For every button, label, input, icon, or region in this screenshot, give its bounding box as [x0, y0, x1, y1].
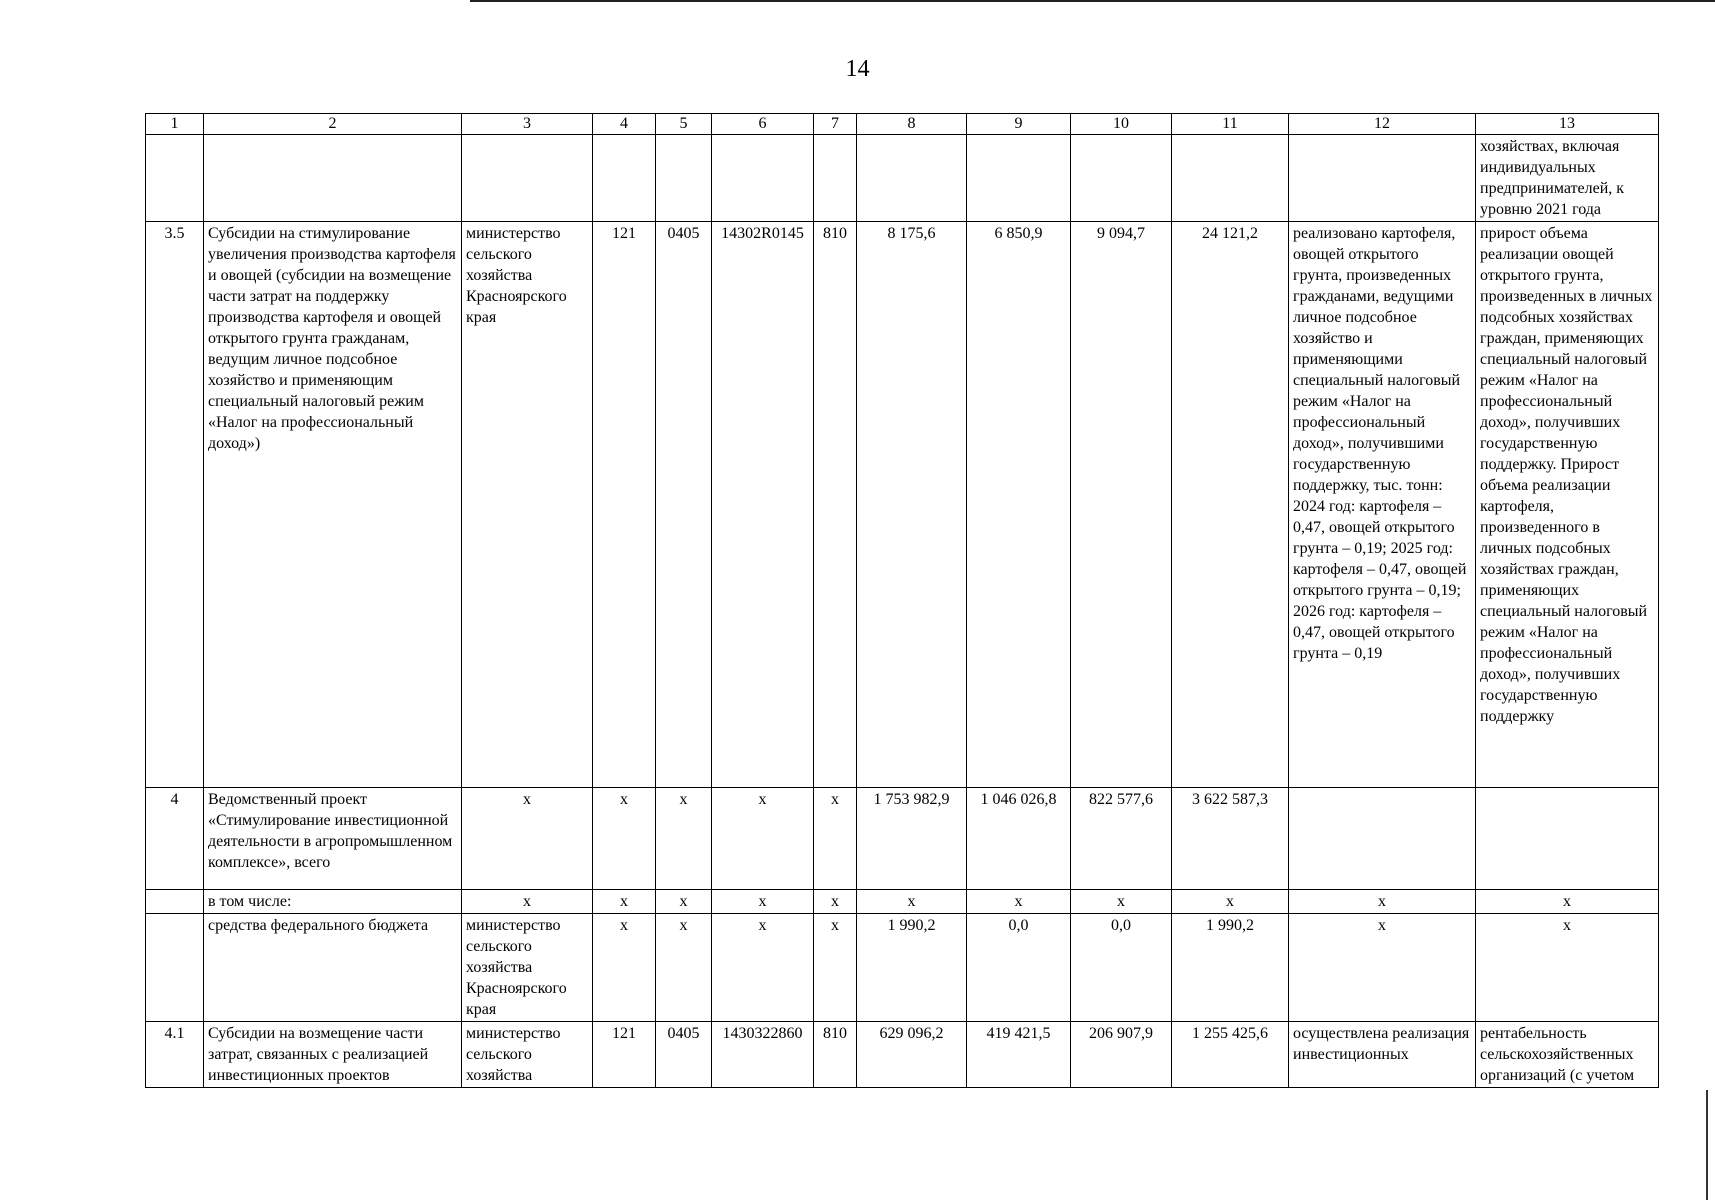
row-number: 4	[146, 788, 204, 890]
amount-year-2: 419 421,5	[967, 1022, 1071, 1088]
result-indicator: прирост объема реализации овощей открытого грунта, произведенных в личных подсобных хозяйствах граждан, применяющих специальный налоговый режим «Налог на профессиональный доход», получивших государственную поддержку. Прирост объема реализации картофеля, произведенного в личных подсобных хозяйствах граждан, применяющих специальный налоговый режим «Налог на профессиональный доход», получивших государственную поддержку	[1476, 222, 1659, 788]
amount-year-2: 6 850,9	[967, 222, 1071, 788]
expected-result: осуществлена реализация инвестиционных	[1289, 1022, 1476, 1088]
x-mark: х	[1476, 890, 1659, 914]
x-mark: х	[857, 890, 967, 914]
amount-total: 1 990,2	[1172, 914, 1289, 1022]
amount-year-3: 206 907,9	[1071, 1022, 1172, 1088]
x-mark: х	[1289, 914, 1476, 1022]
budget-table	[145, 113, 1659, 1088]
expense-type-code: х	[814, 788, 857, 890]
executor: министерство сельского хозяйства	[462, 1022, 593, 1088]
result-indicator: рентабельность сельскохозяйственных организаций (с учетом	[1476, 1022, 1659, 1088]
col-number-cell: 7	[814, 114, 857, 135]
row-number: 4.1	[146, 1022, 204, 1088]
expense-type-code: 810	[814, 1022, 857, 1088]
x-mark: х	[712, 890, 814, 914]
table-row-continuation	[146, 135, 1659, 222]
col-number-cell: 3	[462, 114, 593, 135]
col-number-cell: 10	[1071, 114, 1172, 135]
x-mark: х	[1476, 914, 1659, 1022]
x-mark: х	[967, 890, 1071, 914]
col-number-cell: 13	[1476, 114, 1659, 135]
x-mark: х	[593, 890, 656, 914]
target-article-code: 14302R0145	[712, 222, 814, 788]
x-mark: х	[814, 890, 857, 914]
x-mark: х	[1289, 890, 1476, 914]
amount-year-2: 0,0	[967, 914, 1071, 1022]
amount-year-3: 0,0	[1071, 914, 1172, 1022]
measure-name: Субсидии на возмещение части затрат, связанных с реализацией инвестиционных проектов	[204, 1022, 462, 1088]
amount-year-1: 1 753 982,9	[857, 788, 967, 890]
amount-year-2: 1 046 026,8	[967, 788, 1071, 890]
section-code: 0405	[656, 222, 712, 788]
funding-source-label: средства федерального бюджета	[204, 914, 462, 1022]
continuation-indicator-text: хозяйствах, включая индивидуальных предпринимателей, к уровню 2021 года	[1476, 135, 1659, 222]
table-row-4-1	[146, 1022, 1659, 1088]
amount-total: 1 255 425,6	[1172, 1022, 1289, 1088]
scan-edge-mark	[1706, 1090, 1708, 1200]
including-label: в том числе:	[204, 890, 462, 914]
expense-type-code: 810	[814, 222, 857, 788]
table-row-3-5	[146, 222, 1659, 788]
executor: министерство сельского хозяйства Красноярского края	[462, 914, 593, 1022]
table-row-4	[146, 788, 1659, 890]
col-number-cell: 12	[1289, 114, 1476, 135]
col-number-cell: 9	[967, 114, 1071, 135]
col-number-cell: 1	[146, 114, 204, 135]
amount-year-3: 9 094,7	[1071, 222, 1172, 788]
column-number-row	[146, 114, 1659, 135]
col-number-cell: 6	[712, 114, 814, 135]
amount-year-1: 1 990,2	[857, 914, 967, 1022]
x-mark: х	[656, 914, 712, 1022]
result-indicator	[1476, 788, 1659, 890]
executor: министерство сельского хозяйства Красноярского края	[462, 222, 593, 788]
x-mark: х	[1172, 890, 1289, 914]
x-mark: х	[814, 914, 857, 1022]
measure-name: Субсидии на стимулирование увеличения производства картофеля и овощей (субсидии на возмещение части затрат на поддержку производства картофеля и овощей открытого грунта гражданам, ведущим личное подсобное хозяйство и применяющим специальный налоговый режим «Налог на профессиональный доход»)	[204, 222, 462, 788]
grbs-code: 121	[593, 1022, 656, 1088]
row-number: 3.5	[146, 222, 204, 788]
section-code: х	[656, 788, 712, 890]
amount-total: 3 622 587,3	[1172, 788, 1289, 890]
col-number-cell: 8	[857, 114, 967, 135]
executor: х	[462, 788, 593, 890]
x-mark: х	[656, 890, 712, 914]
target-article-code: х	[712, 788, 814, 890]
x-mark: х	[593, 914, 656, 1022]
col-number-cell: 4	[593, 114, 656, 135]
section-code: 0405	[656, 1022, 712, 1088]
x-mark: х	[1071, 890, 1172, 914]
col-number-cell: 2	[204, 114, 462, 135]
amount-year-3: 822 577,6	[1071, 788, 1172, 890]
amount-year-1: 629 096,2	[857, 1022, 967, 1088]
x-mark: х	[712, 914, 814, 1022]
col-number-cell: 11	[1172, 114, 1289, 135]
col-number-cell: 5	[656, 114, 712, 135]
target-article-code: 1430322860	[712, 1022, 814, 1088]
page-number: 14	[845, 56, 870, 82]
amount-year-1: 8 175,6	[857, 222, 967, 788]
amount-total: 24 121,2	[1172, 222, 1289, 788]
table-row-federal-budget	[146, 914, 1659, 1022]
x-mark: х	[462, 890, 593, 914]
project-name: Ведомственный проект «Стимулирование инвестиционной деятельности в агропромышленном комплексе», всего	[204, 788, 462, 890]
table-row-including	[146, 890, 1659, 914]
grbs-code: 121	[593, 222, 656, 788]
expected-result: реализовано картофеля, овощей открытого грунта, произведенных гражданами, ведущими личное подсобное хозяйство и применяющими специальный налоговый режим «Налог на профессиональный доход», получившими государственную поддержку, тыс. тонн: 2024 год: картофеля – 0,47, овощей открытого грунта – 0,19; 2025 год: картофеля – 0,47, овощей открытого грунта – 0,19; 2026 год: картофеля – 0,47, овощей открытого грунта – 0,19	[1289, 222, 1476, 788]
top-border-line	[470, 0, 1715, 2]
expected-result	[1289, 788, 1476, 890]
grbs-code: х	[593, 788, 656, 890]
